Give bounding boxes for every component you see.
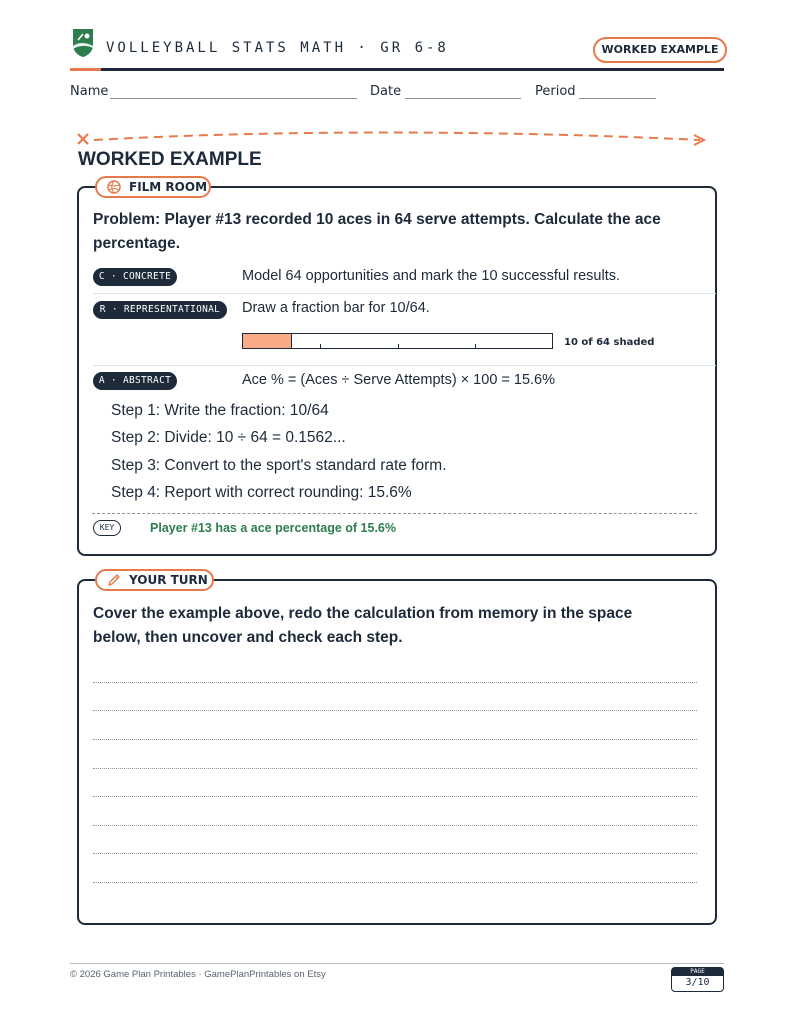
concrete-text: Model 64 opportunities and mark the 10 successful results. — [242, 268, 621, 284]
key-badge: KEY — [93, 520, 121, 536]
concrete-badge: C · CONCRETE — [93, 268, 177, 286]
period-label: Period — [535, 84, 576, 99]
volleyball-icon — [107, 180, 121, 194]
step-2: Step 2: Divide: 10 ÷ 64 = 0.1562... — [111, 429, 346, 446]
your-turn-instructions: Cover the example above, redo the calculation from memory in the space below, then uncover and check each step. — [93, 605, 633, 646]
step-1: Step 1: Write the fraction: 10/64 — [111, 402, 329, 419]
answer-key-divider — [92, 513, 697, 514]
your-turn-tab-label: YOUR TURN — [129, 573, 208, 587]
writing-line[interactable] — [93, 796, 697, 797]
answer-key-text: Player #13 has a ace percentage of 15.6% — [150, 521, 396, 535]
writing-line[interactable] — [93, 710, 697, 711]
representational-text: Draw a fraction bar for 10/64. — [242, 300, 430, 316]
fraction-bar-tick — [320, 344, 321, 348]
film-room-tab — [95, 176, 211, 198]
name-label: Name — [70, 84, 109, 99]
step-3: Step 3: Convert to the sport's standard rate form. — [111, 457, 447, 474]
shield-logo-icon — [72, 28, 94, 58]
pencil-icon — [107, 573, 121, 587]
date-field[interactable] — [405, 98, 521, 99]
film-room-tab-label: FILM ROOM — [129, 180, 208, 194]
representational-badge: R · REPRESENTATIONAL — [93, 301, 227, 319]
section-title: WORKED EXAMPLE — [78, 149, 262, 170]
page-label: PAGE — [672, 968, 723, 976]
page-indicator — [671, 967, 724, 992]
footer-rule — [70, 963, 724, 964]
footer-copyright: © 2026 Game Plan Printables · GamePlanPrintables on Etsy — [70, 969, 326, 980]
play-arrow-icon — [74, 130, 714, 150]
writing-line[interactable] — [93, 853, 697, 854]
fraction-bar-tick — [398, 344, 399, 348]
row-divider — [93, 293, 716, 294]
step-4: Step 4: Report with correct rounding: 15.6% — [111, 484, 412, 501]
fraction-bar-shaded — [243, 334, 292, 348]
abstract-badge: A · ABSTRACT — [93, 372, 177, 390]
fraction-bar-caption: 10 of 64 shaded — [564, 337, 655, 348]
writing-line[interactable] — [93, 768, 697, 769]
writing-line[interactable] — [93, 682, 697, 683]
abstract-formula: Ace % = (Aces ÷ Serve Attempts) × 100 = 15.6% — [242, 372, 556, 388]
writing-line[interactable] — [93, 739, 697, 740]
worked-example-badge: WORKED EXAMPLE — [593, 37, 727, 63]
worksheet-title: VOLLEYBALL STATS MATH · GR 6-8 — [106, 40, 449, 56]
fraction-bar — [242, 333, 553, 349]
writing-line[interactable] — [93, 882, 697, 883]
header-rule-accent — [70, 68, 101, 71]
page-number: 3/10 — [685, 977, 710, 988]
date-label: Date — [370, 84, 402, 99]
fraction-bar-tick — [475, 344, 476, 348]
row-divider — [93, 365, 716, 366]
problem-text: Problem: Player #13 recorded 10 aces in 64 serve attempts. Calculate the ace percentage. — [93, 211, 661, 252]
name-field[interactable] — [110, 98, 357, 99]
your-turn-tab — [95, 569, 214, 591]
header-rule — [70, 68, 724, 71]
writing-line[interactable] — [93, 825, 697, 826]
period-field[interactable] — [579, 98, 656, 99]
